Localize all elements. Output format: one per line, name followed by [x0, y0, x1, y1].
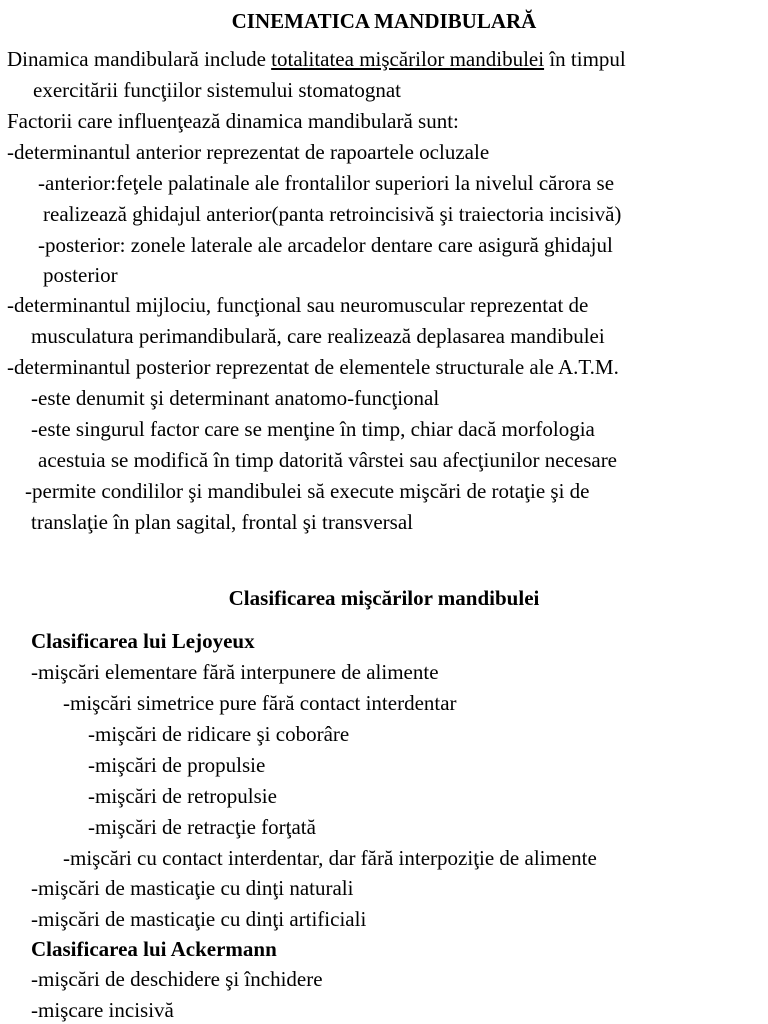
posterior-item-line-1: -posterior: zonele laterale ale arcadelor dentare care asigură ghidajul [38, 233, 613, 257]
posterior-det-item-1: -este denumit şi determinant anatomo-funcţional [31, 386, 440, 410]
intro-suffix: în timpul [544, 47, 626, 71]
lejoyeux-heading: Clasificarea lui Lejoyeux [31, 629, 255, 653]
lejoyeux-natural: -mişcări de masticaţie cu dinţi naturali [31, 876, 354, 900]
posterior-det-item-2-line-2: acestuia se modifică în timp datorită vârstei sau afecţiunilor necesare [38, 448, 618, 472]
intro-prefix: Dinamica mandibulară include [7, 47, 272, 71]
lejoyeux-artificial: -mişcări de masticaţie cu dinţi artificiali [31, 907, 367, 931]
determinant-posterior-line: -determinantul posterior reprezentat de elementele structurale ale A.T.M. [7, 355, 619, 379]
determinant-anterior-line: -determinantul anterior reprezentat de rapoartele ocluzale [7, 140, 490, 164]
intro-underlined-phrase: totalitatea mişcărilor mandibulei [271, 47, 545, 71]
posterior-det-item-2-line-1: -este singurul factor care se menţine în timp, chiar dacă morfologia [31, 417, 595, 441]
lejoyeux-contact: -mişcări cu contact interdentar, dar fără interpoziţie de alimente [63, 846, 597, 870]
intro-line-2: exercitării funcţiilor sistemului stomatognat [33, 78, 401, 102]
lejoyeux-elementary: -mişcări elementare fără interpunere de alimente [31, 660, 439, 684]
page-title: CINEMATICA MANDIBULARĂ [231, 9, 537, 33]
ackermann-heading: Clasificarea lui Ackermann [31, 937, 277, 961]
posterior-det-item-3-line-1: -permite condililor şi mandibulei să execute mişcări de rotaţie şi de [25, 479, 590, 503]
list-item: -mişcări de ridicare şi coborâre [88, 722, 350, 746]
list-item: -mişcări de retropulsie [88, 784, 277, 808]
intro-line-1 [7, 47, 626, 71]
list-item: -mişcări de retracţie forţată [88, 815, 316, 839]
factors-heading: Factorii care influenţează dinamica mandibulară sunt: [7, 109, 459, 133]
determinant-middle-line-1: -determinantul mijlociu, funcţional sau neuromuscular reprezentat de [7, 293, 589, 317]
classification-title: Clasificarea mişcărilor mandibulei [228, 586, 540, 610]
lejoyeux-symmetric: -mişcări simetrice pure fără contact interdentar [63, 691, 457, 715]
ackermann-item-1: -mişcări de deschidere şi închidere [31, 967, 323, 991]
anterior-item-line-1: -anterior:feţele palatinale ale frontalilor superiori la nivelul cărora se [38, 171, 615, 195]
anterior-item-line-2: realizează ghidajul anterior(panta retroincisivă şi traiectoria incisivă) [43, 202, 622, 226]
determinant-middle-line-2: musculatura perimandibulară, care realizează deplasarea mandibulei [31, 324, 605, 348]
list-item: -mişcări de propulsie [88, 753, 266, 777]
ackermann-item-2: -mişcare incisivă [31, 998, 174, 1022]
posterior-det-item-3-line-2: translaţie în plan sagital, frontal şi transversal [31, 510, 413, 534]
posterior-item-line-2: posterior [43, 263, 118, 287]
